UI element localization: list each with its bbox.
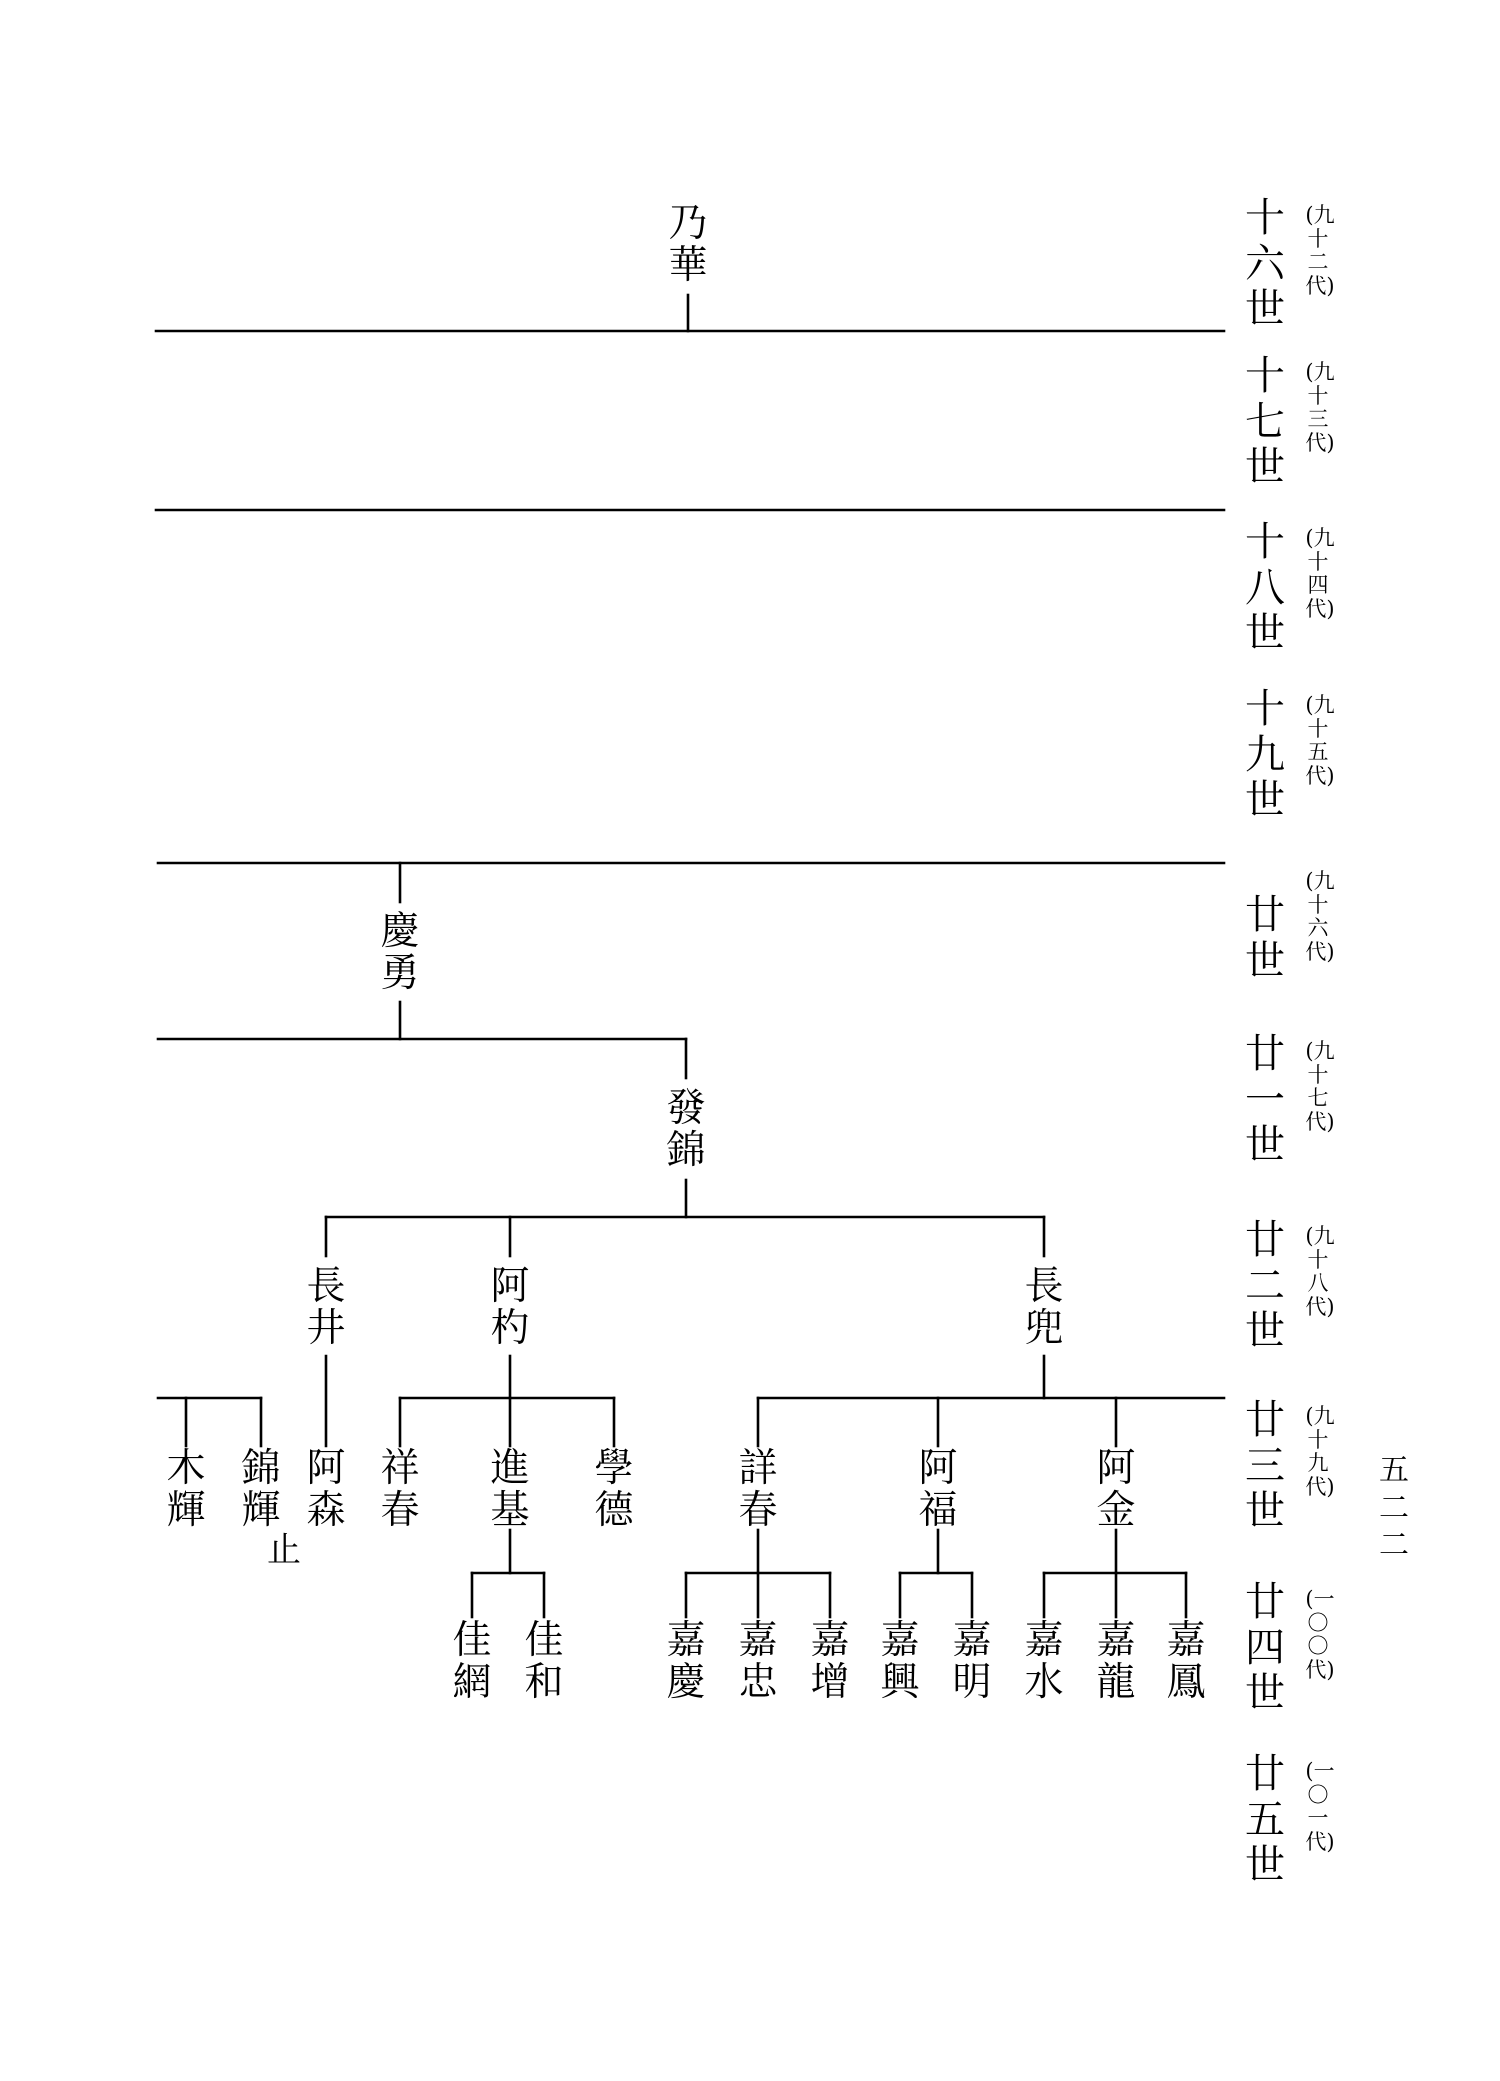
gen-label-21: 廿一世 — [1245, 1031, 1285, 1169]
person-a-jin: 阿金 — [1096, 1446, 1136, 1534]
person-a-fu: 阿福 — [918, 1446, 958, 1534]
person-fa-jin: 發錦 — [666, 1086, 706, 1174]
dai-label-16: (九十二代) — [1305, 203, 1335, 298]
person-chang-jing: 長井 — [306, 1264, 346, 1352]
person-jia-gang: 佳網 — [452, 1618, 492, 1706]
gen-label-22: 廿二世 — [1245, 1217, 1285, 1355]
dai-label-20: (九十六代) — [1305, 869, 1335, 964]
gen-label-16: 十六世 — [1245, 195, 1285, 333]
person-mu-hui: 木輝 — [166, 1446, 206, 1534]
person-jia-he: 佳和 — [524, 1618, 564, 1706]
dai-label-25: (一〇一代) — [1305, 1759, 1335, 1854]
person-xiang-chun-a: 祥春 — [380, 1446, 420, 1534]
dai-label-21: (九十七代) — [1305, 1039, 1335, 1134]
person-xiang-chun-b: 詳春 — [738, 1446, 778, 1534]
person-a-sen: 阿森 — [306, 1446, 346, 1534]
person-jia-qing: 嘉慶 — [666, 1618, 706, 1706]
person-jia-xing: 嘉興 — [880, 1618, 920, 1706]
gen-label-17: 十七世 — [1245, 353, 1285, 491]
dai-label-18: (九十四代) — [1305, 526, 1335, 621]
page-number: 五二二 — [1379, 1453, 1409, 1563]
person-jia-zhong: 嘉忠 — [738, 1618, 778, 1706]
person-chang-dou: 長兜 — [1024, 1264, 1064, 1352]
person-qing-yong: 慶勇 — [380, 909, 420, 997]
gen-label-18: 十八世 — [1245, 519, 1285, 657]
dai-label-23: (九十九代) — [1305, 1404, 1335, 1499]
person-xue-de: 學德 — [594, 1446, 634, 1534]
gen-label-19: 十九世 — [1245, 686, 1285, 824]
gen-label-24: 廿四世 — [1245, 1579, 1285, 1717]
dai-label-24: (一〇〇代) — [1305, 1587, 1335, 1682]
gen-label-23: 廿三世 — [1245, 1397, 1285, 1535]
gen-label-20: 廿世 — [1245, 892, 1285, 984]
person-nai-hua: 乃華 — [668, 201, 708, 289]
person-jia-zeng: 嘉增 — [810, 1618, 850, 1706]
person-jin-hui: 錦輝 — [241, 1446, 281, 1534]
dai-label-22: (九十八代) — [1305, 1224, 1335, 1319]
stop-mark: 止 — [267, 1530, 301, 1570]
person-jin-ji: 進基 — [490, 1446, 530, 1534]
person-a-zhuo: 阿杓 — [490, 1264, 530, 1352]
person-jia-shui: 嘉水 — [1024, 1618, 1064, 1706]
person-jia-ming: 嘉明 — [952, 1618, 992, 1706]
person-jia-feng: 嘉鳳 — [1166, 1618, 1206, 1706]
gen-label-25: 廿五世 — [1245, 1751, 1285, 1889]
dai-label-19: (九十五代) — [1305, 693, 1335, 788]
person-jia-long: 嘉龍 — [1096, 1618, 1136, 1706]
dai-label-17: (九十三代) — [1305, 360, 1335, 455]
